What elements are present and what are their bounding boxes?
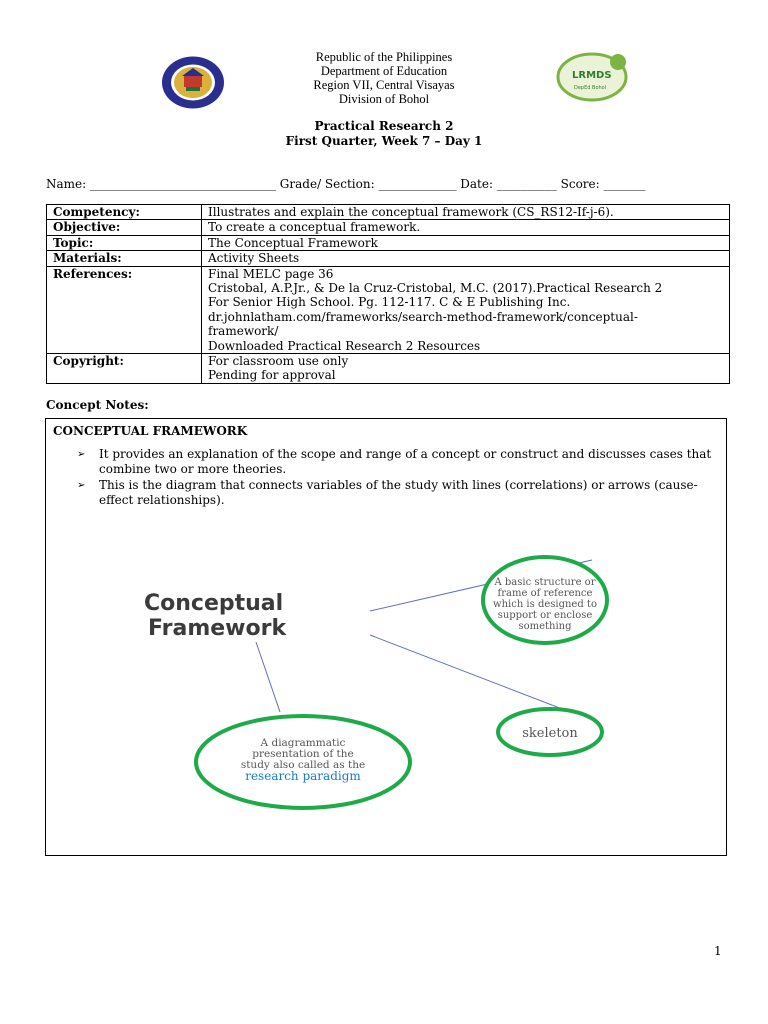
diagram-main-title-line1: Conceptual xyxy=(144,591,284,616)
connector-line xyxy=(256,642,280,712)
bubble-bottom-line: study also called as the xyxy=(240,759,366,771)
table-row xyxy=(47,251,730,266)
table-row xyxy=(47,266,730,353)
table-row xyxy=(47,354,730,384)
document-title xyxy=(0,119,768,149)
bullet-text: It provides an explanation of the scope and range of a concept or construct and discusses cases that combine two or more theories. xyxy=(99,447,712,476)
row-label: Materials: xyxy=(47,251,202,266)
bubble-top-line: which is designed to xyxy=(493,599,597,610)
svg-text:DepEd Bohol: DepEd Bohol xyxy=(574,85,607,91)
row-value: Activity Sheets xyxy=(202,251,730,266)
concept-notes-heading: Concept Notes: xyxy=(46,398,149,412)
header-line: Region VII, Central Visayas xyxy=(313,78,455,92)
agency-header xyxy=(0,50,768,106)
bullet-text: This is the diagram that connects variables of the study with lines (correlations) or arrows (cause-effect relationships). xyxy=(99,478,698,507)
lesson-info-table xyxy=(46,204,730,384)
diagram-main-title-line2: Framework xyxy=(148,616,287,641)
bubble-top-line: frame of reference xyxy=(497,588,593,599)
subject-title: Practical Research 2 xyxy=(314,119,454,133)
table-row xyxy=(47,220,730,235)
svg-text:LRMDS: LRMDS xyxy=(572,70,612,81)
bubble-bottom-line: A diagrammatic xyxy=(260,737,346,749)
bubble-bottom-highlight: research paradigm xyxy=(245,769,361,783)
row-label: Objective: xyxy=(47,220,202,235)
table-row xyxy=(47,205,730,220)
row-value: Illustrates and explain the conceptual framework (CS_RS12-If-j-6). xyxy=(202,205,730,220)
header-line: Department of Education xyxy=(320,64,448,78)
header-line: Division of Bohol xyxy=(338,92,430,106)
connector-line xyxy=(370,635,570,712)
arrow-bullet-icon: ➢ xyxy=(77,480,86,491)
row-value: The Conceptual Framework xyxy=(202,235,730,250)
row-label: Topic: xyxy=(47,235,202,250)
row-label: References: xyxy=(47,266,202,353)
header-line: Republic of the Philippines xyxy=(315,50,453,64)
bubble-top-line: support or enclose xyxy=(497,610,593,621)
page-number: 1 xyxy=(714,944,722,958)
bubble-top-line: something xyxy=(518,621,572,632)
row-label: Competency: xyxy=(47,205,202,220)
row-value: For classroom use only Pending for approval xyxy=(202,354,730,384)
student-info-line[interactable]: Name: _______________________________ Grade/ Section: _____________ Date: __________ Score: _______ xyxy=(46,177,646,191)
row-value: Final MELC page 36 Cristobal, A.P.Jr., & De la Cruz-Cristobal, M.C. (2017).Practical Research 2 For Senior High School. Pg. 112-117. C & E Publishing Inc. dr.johnlatham.com/frameworks/search-method-framework/conceptual- framework/ Downloaded Practical Research 2 Resources xyxy=(202,266,730,353)
bubble-skeleton-text: skeleton xyxy=(522,726,578,741)
bubble-top-line: A basic structure or xyxy=(494,577,596,588)
bullet-item xyxy=(77,478,717,508)
conceptual-framework-diagram xyxy=(120,540,720,820)
bubble-bottom-line: presentation of the xyxy=(252,748,354,760)
row-value: To create a conceptual framework. xyxy=(202,220,730,235)
box-title: CONCEPTUAL FRAMEWORK xyxy=(53,424,248,438)
arrow-bullet-icon: ➢ xyxy=(77,449,86,460)
row-label: Copyright: xyxy=(47,354,202,384)
quarter-week-day: First Quarter, Week 7 – Day 1 xyxy=(285,134,483,148)
table-row xyxy=(47,235,730,250)
bullet-item xyxy=(77,447,717,477)
